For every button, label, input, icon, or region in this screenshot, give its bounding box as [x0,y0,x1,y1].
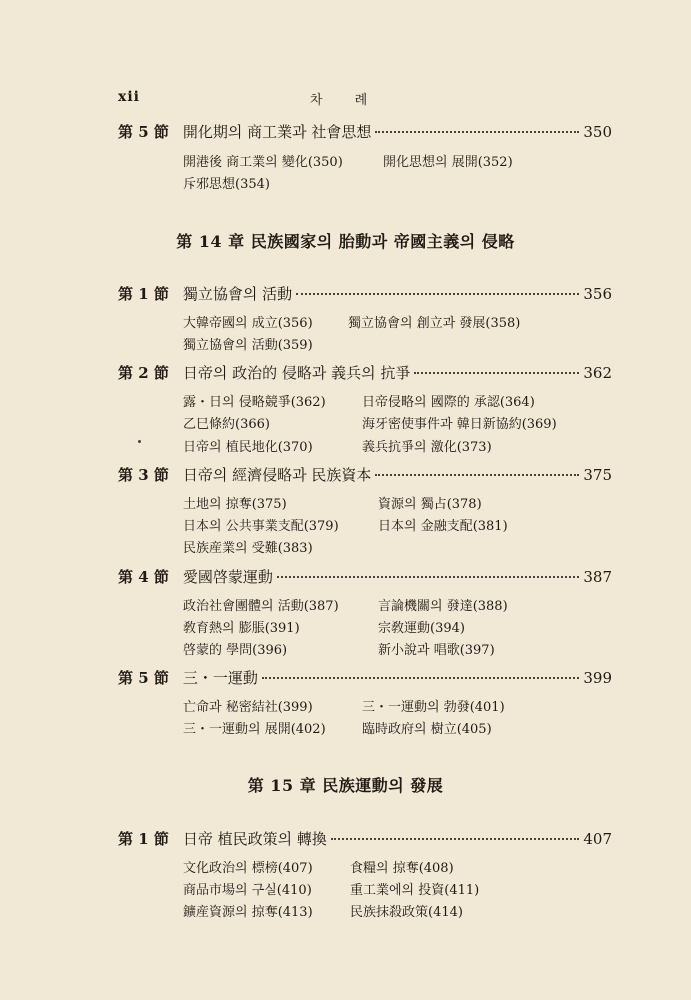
section-number: 第 1 節 [118,830,169,848]
subsection-item: 獨立協會의 創立과 發展(358) [348,316,521,331]
leader-dots [414,372,579,374]
subsection-item: 資源의 獨占(378) [378,497,482,512]
subsection-item: 三・一運動의 勃發(401) [362,700,505,715]
subsection-item: 食糧의 掠奪(408) [350,861,454,876]
leader-dots [296,293,579,295]
chapter-heading[interactable]: 第 15 章 民族運動의 發展 [247,776,444,795]
subsection-item: 露・日의 侵略競爭(362) [183,395,326,410]
subsection-item: 土地의 掠奪(375) [183,497,287,512]
section-page: 375 [583,466,612,484]
subsection-item: 鑛産資源의 掠奪(413) [183,905,313,920]
section-number: 第 5 節 [118,669,169,687]
toc-entry[interactable] [118,566,612,587]
section-page: 350 [583,123,612,141]
subsection-item: 日帝의 植民地化(370) [183,440,313,455]
subsection-item: 宗敎運動(394) [378,621,465,636]
section-title: 日帝 植民政策의 轉換 [182,830,327,848]
subsection-item: 獨立協會의 活動(359) [183,338,313,353]
subsection-item: 日本의 公共事業支配(379) [183,519,339,534]
chapter-heading[interactable]: 第 14 章 民族國家의 胎動과 帝國主義의 侵略 [176,232,515,251]
subsection-item: 新小說과 唱歌(397) [378,643,495,658]
subsection-item: 政治社會團體의 活動(387) [183,599,339,614]
subsection-item: 日本의 金融支配(381) [378,519,508,534]
toc-entry[interactable] [118,464,612,485]
section-number: 第 4 節 [118,568,169,586]
section-title: 開化期의 商工業과 社會思想 [182,123,372,141]
leader-dots [262,677,579,679]
subsection-item: 海牙密使事件과 韓日新協約(369) [362,417,557,432]
section-page: 399 [583,669,612,687]
leader-dots [375,131,579,133]
toc-entry[interactable] [118,828,612,849]
subsection-item: 臨時政府의 樹立(405) [362,722,492,737]
subsection-item: 開港後 商工業의 變化(350) [183,155,343,170]
section-title: 日帝의 經濟侵略과 民族資本 [182,466,372,484]
page-title: 차 례 [309,93,382,108]
subsection-item: 日帝侵略의 國際的 承認(364) [362,395,535,410]
leader-dots [375,474,579,476]
subsection-item: 大韓帝國의 成立(356) [183,316,313,331]
toc-entry[interactable] [118,283,612,304]
subsection-item: 亡命과 秘密結社(399) [183,700,313,715]
subsection-item: 乙巳條約(366) [183,417,270,432]
subsection-item: 商品市場의 구실(410) [183,883,312,898]
section-number: 第 2 節 [118,364,169,382]
section-page: 356 [583,285,612,303]
subsection-item: 三・一運動의 展開(402) [183,722,326,737]
toc-entry[interactable] [118,362,612,383]
section-page: 362 [583,364,612,382]
leader-dots [331,838,579,840]
toc-entry[interactable] [118,667,612,688]
subsection-item: 言論機關의 發達(388) [378,599,508,614]
subsection-item: 敎育熱의 膨脹(391) [183,621,300,636]
subsection-item: 斥邪思想(354) [183,177,270,192]
section-page: 387 [583,568,612,586]
subsection-item: 民族抹殺政策(414) [350,905,463,920]
section-title: 獨立協會의 活動 [182,285,293,303]
subsection-item: 文化政治의 標榜(407) [183,861,313,876]
section-title: 愛國啓蒙運動 [182,568,273,586]
section-page: 407 [583,830,612,848]
section-number: 第 1 節 [118,285,169,303]
print-speck [138,440,141,443]
leader-dots [277,576,579,578]
section-number: 第 3 節 [118,466,169,484]
subsection-item: 重工業에의 投資(411) [350,883,480,898]
page-number: xii [118,89,140,105]
toc-entry[interactable] [118,121,612,142]
subsection-item: 啓蒙的 學問(396) [183,643,288,658]
subsection-item: 開化思想의 展開(352) [383,155,513,170]
subsection-item: 民族産業의 受難(383) [183,541,313,556]
section-title: 日帝의 政治的 侵略과 義兵의 抗爭 [182,364,411,382]
section-title: 三・一運動 [182,669,258,687]
subsection-item: 義兵抗爭의 激化(373) [362,440,492,455]
section-number: 第 5 節 [118,123,169,141]
